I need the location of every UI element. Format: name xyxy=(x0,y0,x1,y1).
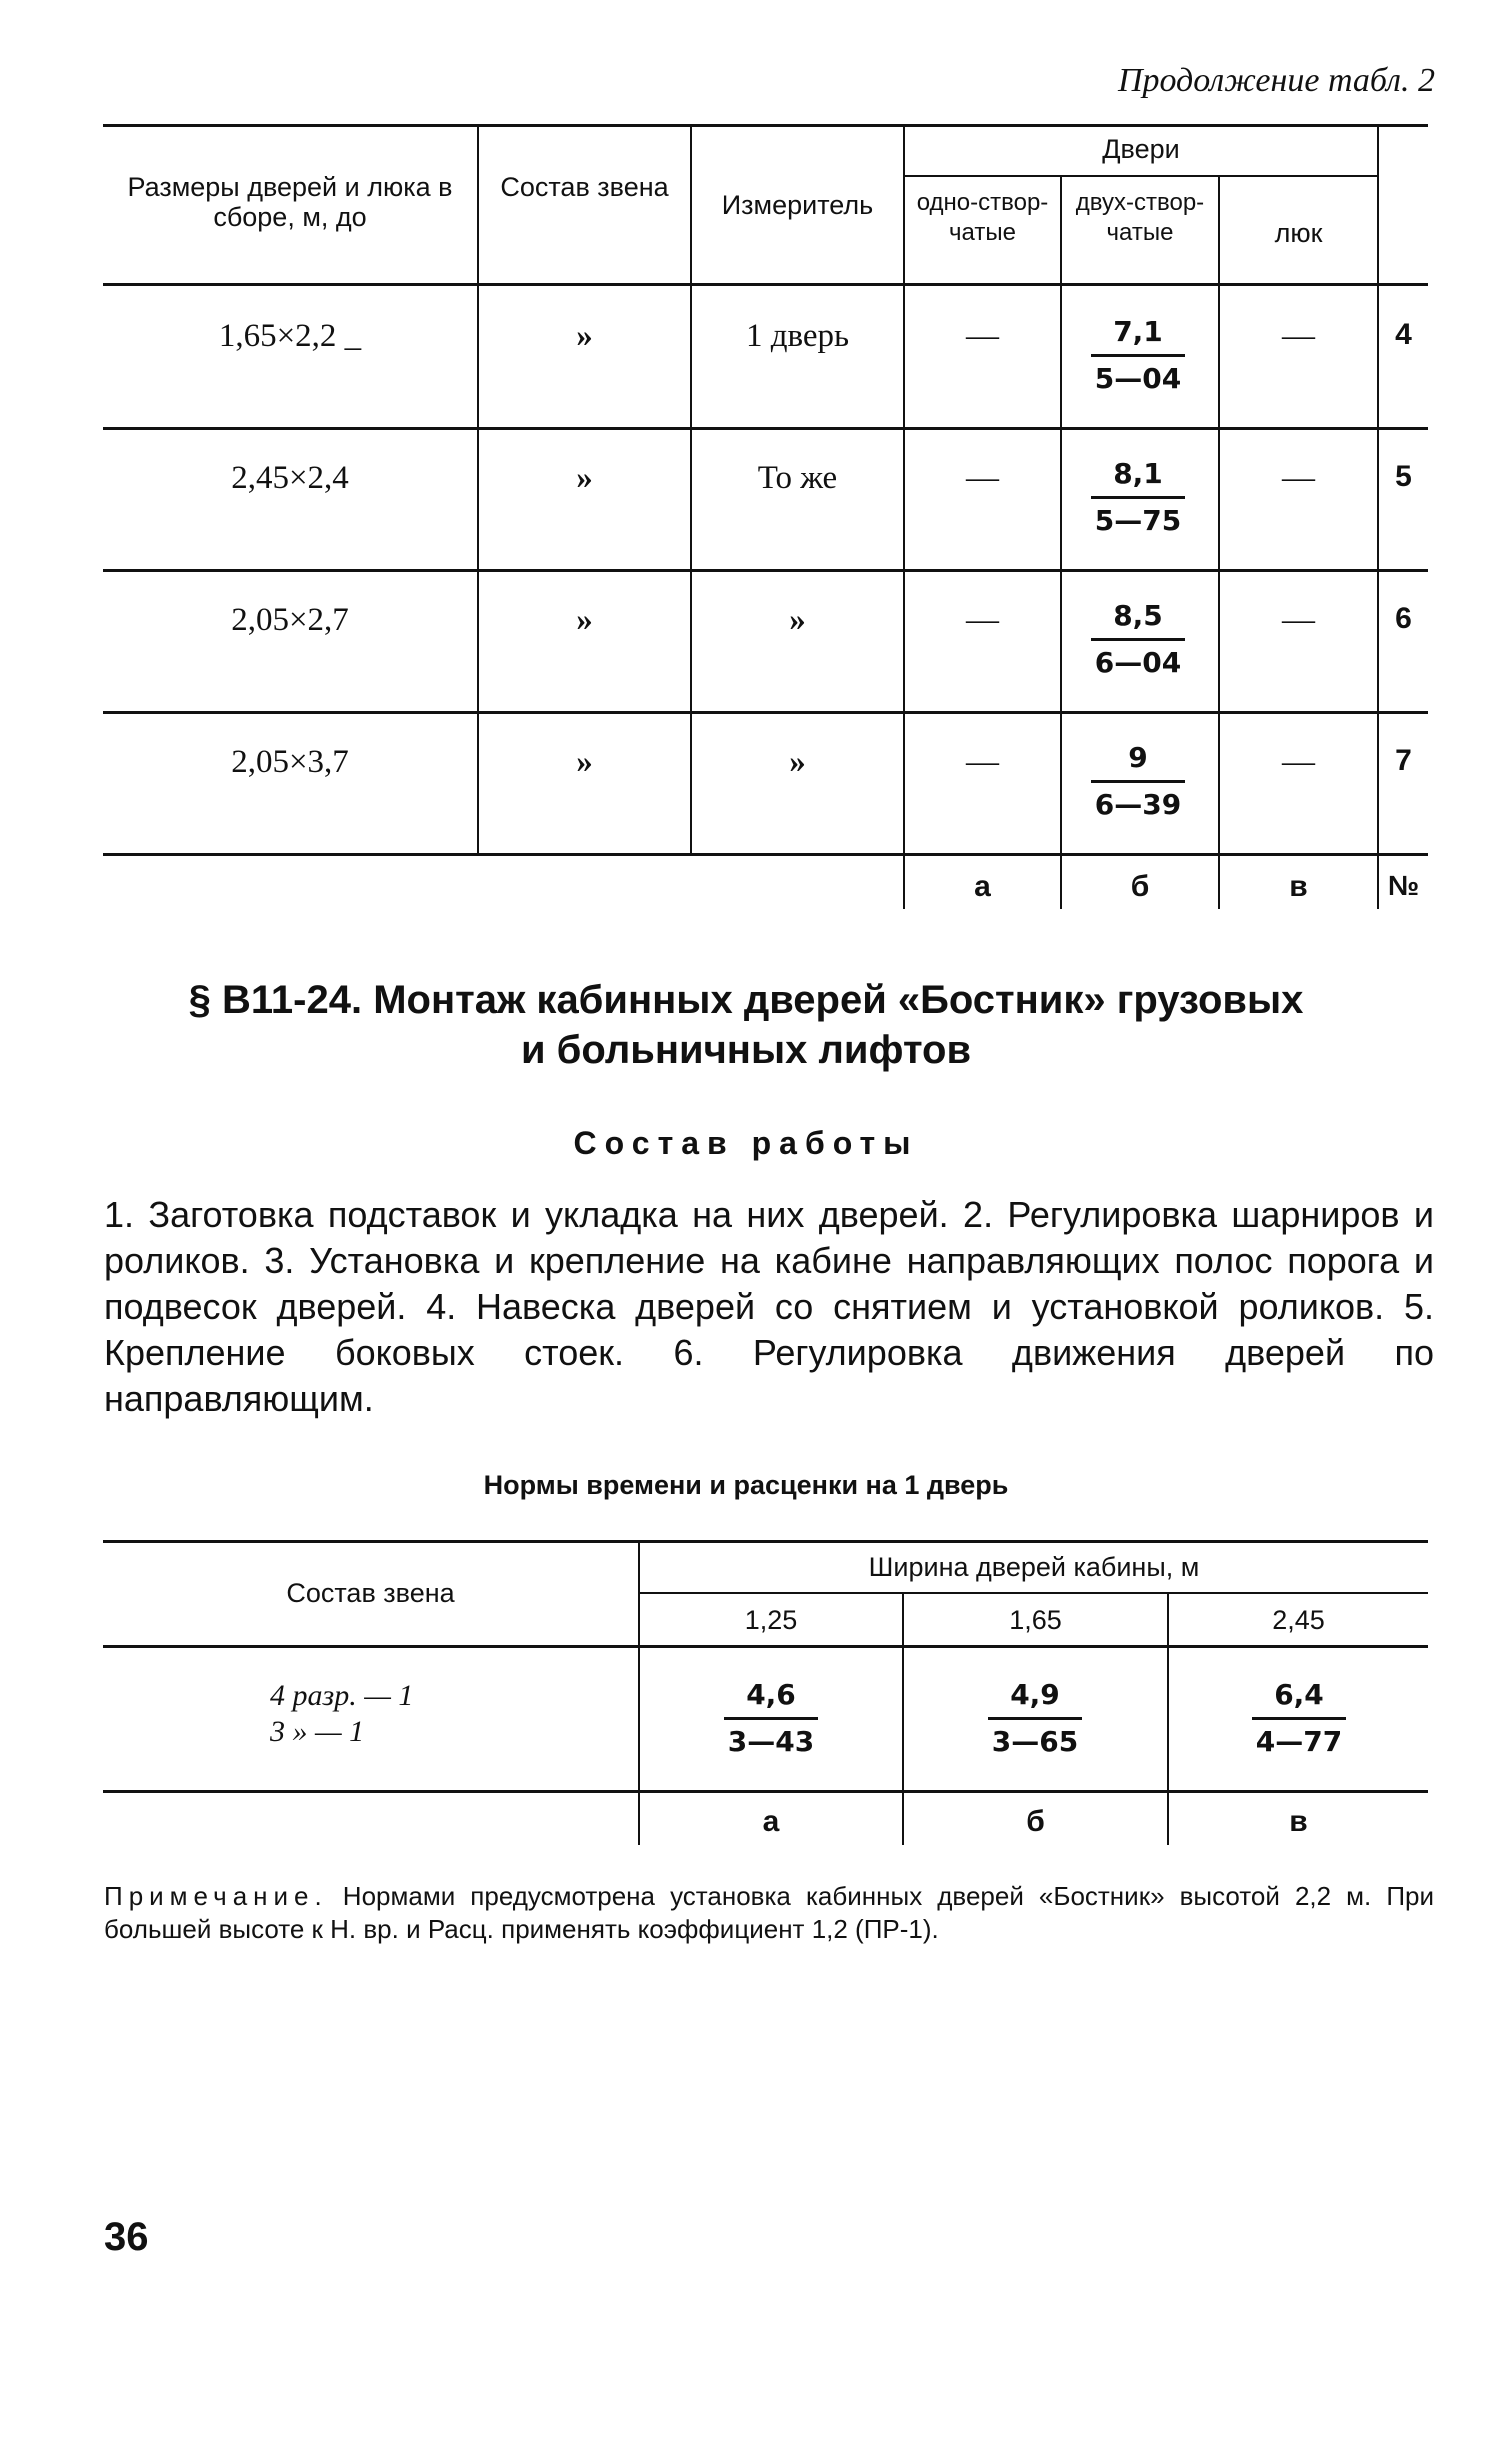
note-text: Нормами предусмотрена установка кабинных дверей «Бостник» высотой 2,2 м. При большей высоте к Н. вр. и Расц. применять коэффициент 1,2 (ПР-1). xyxy=(104,1881,1434,1944)
section-title-line2: и больничных лифтов xyxy=(520,1028,972,1072)
column-number-sign: № xyxy=(1387,870,1420,901)
cell-hatch: — xyxy=(1282,602,1315,638)
cell-norm-fraction: 4,6 3—43 xyxy=(716,1675,826,1762)
column-letter-v: в xyxy=(1289,1805,1308,1838)
column-letter-a: а xyxy=(762,1805,780,1838)
cell-norm-fraction: 7,1 5—04 xyxy=(1083,312,1193,399)
cell-crew: » xyxy=(576,744,593,780)
cell-row-number: 4 xyxy=(1395,318,1412,351)
cell-unit: » xyxy=(789,602,806,638)
cell-norm-fraction: 4,9 3—65 xyxy=(980,1675,1090,1762)
cell-hatch: — xyxy=(1282,318,1315,354)
column-letter-b: б xyxy=(1130,870,1150,903)
cell-unit: То же xyxy=(757,460,838,496)
header-width-1: 1,25 xyxy=(744,1605,798,1635)
column-letter-a: а xyxy=(974,870,991,903)
crew-line-2: 3 » — 1 xyxy=(270,1715,365,1748)
cell-size: 2,45×2,4 xyxy=(231,460,349,496)
cell-crew: » xyxy=(576,460,593,496)
cell-single: — xyxy=(966,318,999,354)
cell-norm-fraction: 9 6—39 xyxy=(1083,738,1193,825)
cell-single: — xyxy=(966,744,999,780)
cell-crew: » xyxy=(576,602,593,638)
column-letter-b: б xyxy=(1026,1805,1045,1838)
cell-unit: 1 дверь xyxy=(745,318,850,354)
cell-hatch: — xyxy=(1282,744,1315,780)
cell-crew: » xyxy=(576,318,593,354)
cell-hatch: — xyxy=(1282,460,1315,496)
cell-norm-fraction: 6,4 4—77 xyxy=(1244,1675,1354,1762)
column-letter-v: в xyxy=(1289,870,1308,903)
header-width-3: 2,45 xyxy=(1272,1605,1325,1635)
header-crew: Состав звена xyxy=(286,1578,455,1608)
header-unit: Измеритель xyxy=(721,190,874,220)
cell-single: — xyxy=(966,602,999,638)
table-continuation-label: Продолжение табл. 2 xyxy=(1117,62,1435,99)
header-hatch: люк xyxy=(1274,218,1323,248)
work-composition-heading: Состав работы xyxy=(573,1125,919,1161)
cell-unit: » xyxy=(789,744,806,780)
header-doors: Двери xyxy=(1102,134,1180,164)
cell-single: — xyxy=(966,460,999,496)
cell-row-number: 6 xyxy=(1395,602,1412,635)
section-title-line1: § В11-24. Монтаж кабинных дверей «Бостник» грузовых xyxy=(188,978,1304,1022)
crew-composition xyxy=(270,1678,413,1750)
note xyxy=(104,1880,1434,1946)
cell-norm-fraction: 8,5 6—04 xyxy=(1083,596,1193,683)
crew-line-1: 4 разр. — 1 xyxy=(270,1679,414,1712)
page-number: 36 xyxy=(104,2215,149,2259)
cell-size: 2,05×2,7 xyxy=(231,602,349,638)
work-composition-text: 1. Заготовка подставок и укладка на них дверей. 2. Регулировка шарниров и роликов. 3. Установка и крепление на кабине направляющих полос порога и подвесок дверей. 4. Навеска дверей со снятием и установкой роликов. 5. Крепление боковых стоек. 6. Регулировка движения дверей по направляющим. xyxy=(104,1194,1434,1419)
table-2-title: Нормы времени и расценки на 1 дверь xyxy=(483,1470,1009,1500)
cell-row-number: 7 xyxy=(1395,744,1412,777)
cell-norm-fraction: 8,1 5—75 xyxy=(1083,454,1193,541)
header-width-2: 1,65 xyxy=(1009,1605,1062,1635)
header-door-width: Ширина дверей кабины, м xyxy=(868,1552,1200,1582)
cell-row-number: 5 xyxy=(1395,460,1412,493)
note-label: Примечание. xyxy=(104,1881,328,1911)
cell-size: 1,65×2,2 _ xyxy=(218,318,362,354)
header-double-leaf: двух-створ-чатые xyxy=(1075,189,1205,246)
header-sizes: Размеры дверей и люка в сборе, м, до xyxy=(127,172,453,232)
cell-size: 2,05×3,7 xyxy=(231,744,349,780)
header-crew: Состав звена xyxy=(500,172,669,202)
header-single-leaf: одно-створ-чатые xyxy=(916,189,1049,246)
